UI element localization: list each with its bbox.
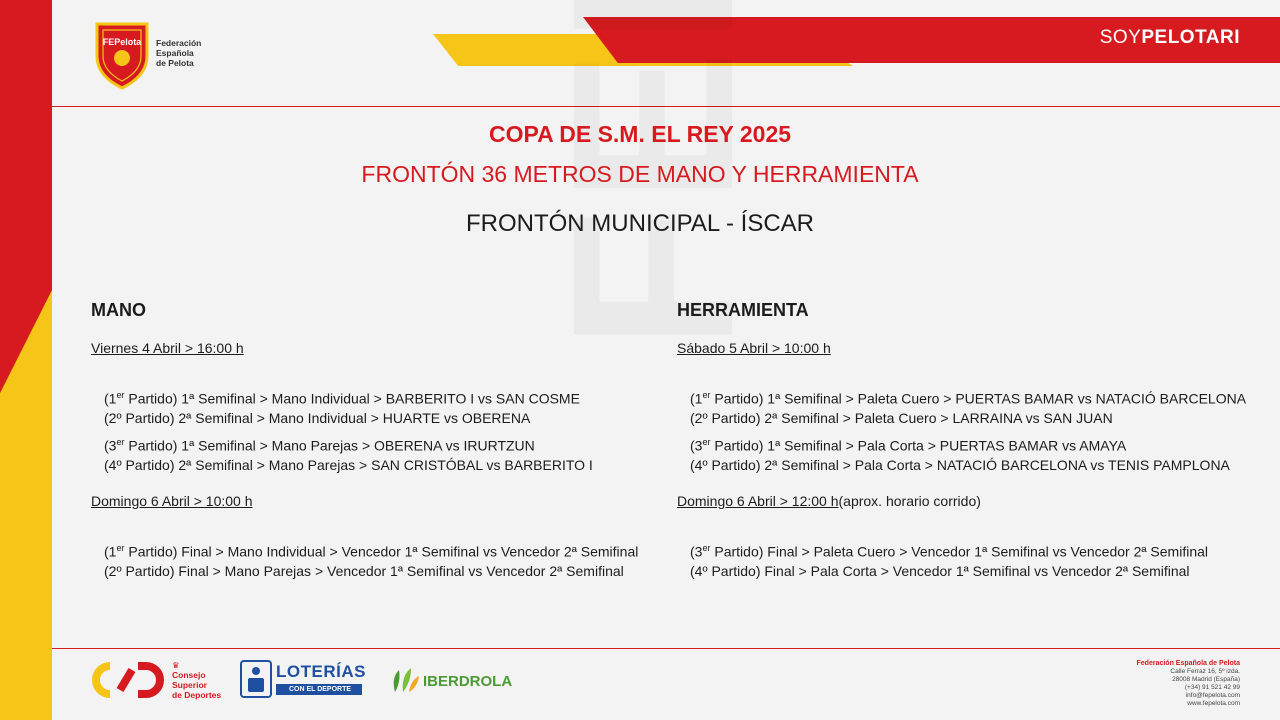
list-item: (1er Partido) 1ª Semifinal > Mano Individual > BARBERITO I vs SAN COSME [104, 390, 580, 407]
mano-heading: MANO [91, 300, 146, 320]
iberdrola-wordmark: IBERDROLA [423, 673, 513, 690]
list-item: (2º Partido) 2ª Semifinal > Paleta Cuero > LARRAINA vs SAN JUAN [690, 410, 1113, 427]
federation-contact: Federación Española de Pelota Calle Ferraz 16, 5º izda. 28008 Madrid (España) (+34) 91 521 42 99 info@fepelota.com www.fepelota.com [1136, 660, 1240, 707]
mano-day2-date: Domingo 6 Abril > 10:00 h [91, 493, 253, 510]
svg-text:FEPelota: FEPelota [102, 37, 142, 47]
page-subtitle: FRONTÓN 36 METROS DE MANO Y HERRAMIENTA [361, 161, 919, 187]
list-item: (1er Partido) Final > Mano Individual > Vencedor 1ª Semifinal vs Vencedor 2ª Semifinal [104, 543, 639, 560]
venue-title: FRONTÓN MUNICIPAL - ÍSCAR [465, 210, 814, 237]
list-item: (3er Partido) 1ª Semifinal > Pala Corta > PUERTAS BAMAR vs AMAYA [690, 436, 1127, 454]
csd-text: ♛ Consejo Superior de Deportes [172, 660, 222, 700]
logo-wordmark: Federación Española de Pelota [156, 38, 202, 68]
herramienta-day1-date: Sábado 5 Abril > 10:00 h [677, 340, 831, 356]
loterias-logo-icon [240, 660, 272, 703]
mano-section [91, 300, 661, 584]
loterias-subtitle: CON EL DEPORTE [288, 686, 352, 693]
soypelotari-brand: SOYPELOTARI [1099, 27, 1240, 48]
csd-logo-icon [90, 660, 168, 705]
list-item: (4º Partido) 2ª Semifinal > Mano Parejas > SAN CRISTÓBAL vs BARBERITO I [104, 456, 593, 473]
fepelota-logo-icon [93, 18, 151, 95]
list-item: (2º Partido) 2ª Semifinal > Mano Individual > HUARTE vs OBERENA [104, 410, 531, 427]
iberdrola-leaf-icon [389, 664, 421, 701]
list-item: (1er Partido) 1ª Semifinal > Paleta Cuero > PUERTAS BAMAR vs NATACIÓ BARCELONA [690, 390, 1247, 407]
herramienta-heading: HERRAMIENTA [677, 300, 809, 320]
herramienta-section [677, 300, 1247, 584]
loterias-wordmark: LOTERÍAS [276, 662, 366, 681]
herramienta-day2-date: Domingo 6 Abril > 12:00 h(aprox. horario corrido) [677, 493, 981, 510]
list-item: (4º Partido) Final > Pala Corta > Vencedor 1ª Semifinal vs Vencedor 2ª Semifinal [690, 563, 1190, 580]
list-item: (4º Partido) 2ª Semifinal > Pala Corta > NATACIÓ BARCELONA vs TENIS PAMPLONA [690, 456, 1230, 473]
list-item: (2º Partido) Final > Mano Parejas > Vencedor 1ª Semifinal vs Vencedor 2ª Semifinal [104, 563, 624, 580]
mano-day1-date: Viernes 4 Abril > 16:00 h [91, 340, 244, 356]
footer-divider [52, 648, 1280, 649]
list-item: (3er Partido) Final > Paleta Cuero > Vencedor 1ª Semifinal vs Vencedor 2ª Semifinal [690, 543, 1209, 560]
page-title: COPA DE S.M. EL REY 2025 [488, 121, 792, 147]
list-item: (3er Partido) 1ª Semifinal > Mano Parejas > OBERENA vs IRURTZUN [104, 436, 535, 454]
